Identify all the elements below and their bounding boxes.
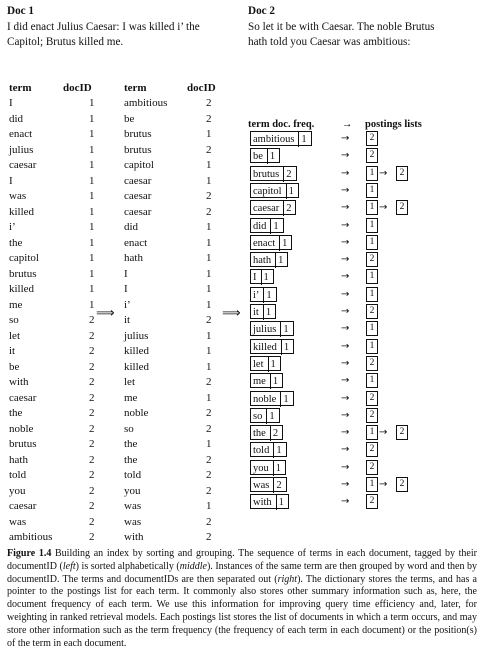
left-term: caesar [9,391,37,404]
mid-term: brutus [124,143,152,156]
mid-docid: 2 [206,97,212,109]
posting-docid: 1 [366,200,378,215]
pointer-arrow: → [341,427,350,439]
posting-docid: 2 [366,391,378,406]
mid-docid: 1 [206,329,212,342]
dict-term: told [253,445,270,457]
pointer-arrow: → [341,496,350,508]
mid-docid: 1 [206,298,212,311]
caption-part1: Building an index by sorting and grouping. The sequence of terms in each document, tagged by their documentID ( [7,548,477,572]
posting-docid: 1 [366,425,378,440]
left-docid: 1 [89,236,95,249]
mid-header-docid: docID [187,82,216,94]
pointer-arrow: → [341,236,350,248]
left-term: killed [9,205,35,218]
left-docid: 1 [89,97,95,109]
posting-docid: 2 [396,477,408,492]
dict-doc-freq: 1 [280,392,290,407]
left-term: it [9,345,16,357]
dict-term: killed [253,341,277,353]
dict-doc-freq: 1 [263,305,273,320]
left-term: the [9,407,23,419]
left-term: I [9,97,13,109]
left-term: with [9,376,29,388]
dict-term: julius [253,324,277,336]
dict-doc-freq: 1 [286,184,296,199]
figure-caption [7,548,477,650]
left-docid: 2 [89,422,95,435]
left-docid: 1 [89,221,95,233]
dict-term-box [250,269,274,284]
mid-docid: 1 [206,345,212,357]
pointer-arrow: → [341,150,350,162]
dict-term: capitol [253,185,282,197]
caption-middle: middle [179,560,207,572]
mid-docid: 1 [206,128,212,140]
dict-term: so [253,410,263,422]
left-term: you [9,484,26,497]
caption-label: Figure 1.4 [7,548,52,559]
dict-doc-freq: 1 [270,219,280,234]
dict-term: noble [253,393,277,405]
left-term: ambitious [9,531,53,543]
dict-term-box [250,477,287,492]
dict-term-box [250,373,283,388]
mid-term: noble [124,407,149,419]
doc1-text: I did enact Julius Caesar: I was killed i’ the Capitol; Brutus killed me. [7,20,200,48]
left-docid: 1 [89,174,95,187]
dict-term-box [250,252,288,267]
left-docid: 1 [89,112,95,125]
mid-term: I [124,283,128,295]
mid-docid: 1 [206,438,212,450]
left-term: the [9,236,23,249]
dict-term-box [250,494,289,509]
mid-term: ambitious [124,97,168,109]
dict-term: I [253,272,257,284]
mid-docid: 2 [206,112,212,125]
left-term: I [9,174,13,187]
mid-docid: 2 [206,143,212,156]
left-term: caesar [9,500,37,512]
dict-term: caesar [253,203,280,215]
mid-docid: 1 [206,283,212,295]
left-docid: 2 [89,515,95,528]
left-docid: 1 [89,298,95,311]
dict-doc-freq: 1 [280,322,290,337]
pointer-arrow: → [341,357,350,369]
dict-term: me [253,376,266,388]
pointer-arrow: → [341,375,350,387]
mid-term: caesar [124,174,152,187]
dict-doc-freq: 1 [281,340,291,355]
mid-docid: 1 [206,174,212,187]
posting-docid: 2 [396,200,408,215]
left-docid: 1 [89,143,95,156]
dict-doc-freq: 1 [263,288,273,303]
left-docid: 1 [89,267,95,280]
mid-docid: 1 [206,360,212,373]
posting-docid: 1 [366,183,378,198]
left-docid: 2 [89,469,95,481]
mid-docid: 2 [206,190,212,202]
mid-term: capitol [124,159,154,171]
left-term: enact [9,128,33,140]
dict-header-term-freq: term doc. freq. [248,119,315,130]
dict-term: it [253,307,259,318]
doc1 [7,4,212,51]
mid-docid: 2 [206,314,212,326]
dict-term: did [253,220,267,232]
dict-term-box [250,442,287,457]
dict-doc-freq: 1 [266,409,276,424]
mid-header-term: term [124,82,147,94]
dict-term: be [253,151,263,163]
mid-term: did [124,221,139,233]
left-term: brutus [9,267,37,280]
mid-term: julius [124,329,149,342]
dict-term-box [250,339,294,354]
dict-doc-freq: 1 [275,253,285,268]
left-docid: 2 [89,453,95,466]
dict-doc-freq: 2 [283,167,293,182]
dict-term: the [253,428,266,440]
posting-docid: 2 [366,252,378,267]
dict-doc-freq: 2 [270,426,280,441]
dict-doc-freq: 2 [273,478,283,493]
posting-docid: 2 [396,425,408,440]
mid-term: it [124,314,131,326]
posting-arrow: → [379,479,388,490]
dict-term-box [250,425,283,440]
dict-header-postings: postings lists [365,119,422,130]
mid-docid: 1 [206,252,212,264]
posting-docid: 2 [396,166,408,181]
left-term: julius [9,143,34,156]
mid-docid: 1 [206,236,212,249]
posting-docid: 2 [366,408,378,423]
caption-right: right [277,573,298,585]
left-docid: 1 [89,283,95,295]
left-docid: 2 [89,531,95,543]
dict-term-box [250,148,280,163]
mid-docid: 1 [206,159,212,171]
dict-doc-freq: 1 [273,461,283,476]
dict-term-box [250,321,294,336]
mid-docid: 1 [206,500,212,512]
left-docid: 1 [89,190,95,202]
left-docid: 2 [89,314,95,326]
pointer-arrow: → [341,167,350,179]
dict-term: was [253,480,270,491]
left-term: capitol [9,252,39,264]
dict-doc-freq: 1 [273,443,283,458]
mid-docid: 2 [206,205,212,218]
mid-term: caesar [124,205,152,218]
dict-term: i’ [253,289,260,301]
posting-arrow: → [379,167,388,179]
posting-docid: 2 [366,304,378,319]
left-docid: 2 [89,376,95,388]
mid-term: the [124,453,138,466]
mid-docid: 2 [206,531,212,543]
left-docid: 2 [89,345,95,357]
pointer-arrow: → [341,219,350,231]
posting-docid: 1 [366,373,378,388]
posting-docid: 1 [366,235,378,250]
caption-left: left [62,560,76,572]
mid-docid: 1 [206,267,212,280]
posting-docid: 2 [366,148,378,163]
left-term: was [9,190,27,202]
caption-part3: ). Instances of the same term are then grouped by word and then by documentID. The terms and documentIDs are then separated out ( [7,560,477,585]
dict-term: hath [253,255,272,267]
pointer-arrow: → [341,444,350,456]
mid-term: hath [124,252,143,264]
dict-doc-freq: 1 [261,270,271,285]
doc2 [248,4,453,51]
doc1-title: Doc 1 [7,5,35,17]
mid-term: be [124,112,135,125]
dict-doc-freq: 1 [268,357,278,372]
left-docid: 1 [89,252,95,264]
mid-docid: 1 [206,221,212,233]
mid-docid: 2 [206,484,212,497]
mid-docid: 2 [206,469,212,481]
left-term: was [9,515,27,528]
dict-term: with [253,497,272,509]
dict-term: let [253,358,264,370]
dict-doc-freq: 1 [298,132,308,147]
left-term: did [9,112,24,125]
posting-docid: 1 [366,269,378,284]
left-term: brutus [9,438,37,450]
dict-term-box [250,304,276,319]
dict-term-box [250,408,280,423]
posting-docid: 1 [366,321,378,336]
dict-header-arrow: → [342,119,353,130]
pointer-arrow: → [341,409,350,421]
left-term-docid-table [9,82,109,552]
left-term: let [9,329,20,342]
mid-term: killed [124,360,150,373]
pointer-arrow: → [341,392,350,404]
sorted-term-docid-table [124,82,224,552]
left-term: noble [9,422,34,435]
left-term: so [9,314,19,326]
pointer-arrow: → [341,254,350,266]
dict-term-box [250,200,296,215]
left-term: hath [9,453,28,466]
mid-term: with [124,531,144,543]
dict-term-box [250,166,297,181]
posting-docid: 1 [366,218,378,233]
left-docid: 2 [89,438,95,450]
left-docid: 2 [89,484,95,497]
mid-term: was [124,515,142,528]
left-term: caesar [9,159,37,171]
mid-term: told [124,469,142,481]
mid-term: enact [124,236,148,249]
group-arrow: ⟹ [222,306,241,321]
mid-docid: 2 [206,407,212,419]
pointer-arrow: → [341,202,350,214]
dict-term-box [250,356,281,371]
dict-term-box [250,391,294,406]
posting-docid: 2 [366,356,378,371]
doc2-title: Doc 2 [248,5,276,17]
dict-term-box [250,287,277,302]
pointer-arrow: → [341,306,350,317]
pointer-arrow: → [341,461,350,473]
dict-term-box [250,218,284,233]
posting-docid: 2 [366,460,378,475]
mid-docid: 1 [206,391,212,404]
posting-docid: 1 [366,477,378,492]
pointer-arrow: → [341,288,350,300]
pointer-arrow: → [341,479,350,490]
left-docid: 2 [89,407,95,419]
left-header-docid: docID [63,82,92,94]
left-docid: 1 [89,205,95,218]
dict-term: brutus [253,168,280,180]
left-docid: 2 [89,391,95,404]
posting-docid: 1 [366,339,378,354]
left-term: me [9,298,23,311]
dict-term: you [253,462,269,474]
dict-term-box [250,235,292,250]
dict-doc-freq: 1 [267,149,277,164]
dict-term-box [250,183,299,198]
pointer-arrow: → [341,340,350,352]
left-docid: 2 [89,500,95,512]
pointer-arrow: → [341,133,350,144]
left-header-term: term [9,82,32,94]
posting-docid: 2 [366,131,378,146]
posting-docid: 1 [366,287,378,302]
left-term: be [9,360,20,373]
dict-doc-freq: 1 [270,374,280,389]
posting-docid: 2 [366,442,378,457]
left-term: killed [9,283,35,295]
mid-term: let [124,376,135,388]
posting-docid: 2 [366,494,378,509]
mid-term: you [124,484,141,497]
left-docid: 1 [89,128,95,140]
dict-doc-freq: 1 [279,236,289,251]
mid-term: i’ [124,298,131,311]
dict-doc-freq: 1 [276,495,286,510]
left-docid: 1 [89,159,95,171]
posting-arrow: → [379,202,388,214]
mid-term: the [124,438,138,450]
mid-term: was [124,500,142,512]
mid-term: so [124,422,134,435]
caption-part4: ). The dictionary stores the terms, and has a pointer to the postings list for each term. It commonly also stores other summary information such as, here, the document frequency of each term. We use this information for improving query time efficiency and, later, for weighting in ranked retrieval models. Each postings list stores the list of documents in which a term occurs, and may store other information such as the term frequency (the frequency of each term in each document) or the position(s) of the term in each document. [7,573,477,649]
dict-term-box [250,460,286,475]
posting-docid: 1 [366,166,378,181]
posting-arrow: → [379,427,388,439]
mid-docid: 2 [206,515,212,528]
mid-docid: 2 [206,453,212,466]
dictionary-postings [248,119,478,509]
caption-part2: ) is sorted alphabetically ( [75,560,180,572]
dict-term: ambitious [253,134,295,145]
mid-docid: 2 [206,422,212,435]
mid-term: killed [124,345,150,357]
mid-term: brutus [124,128,152,140]
mid-docid: 2 [206,376,212,388]
doc2-text: So let it be with Caesar. The noble Brutus hath told you Caesar was ambitious: [248,20,435,48]
left-term: i’ [9,221,16,233]
mid-term: me [124,391,138,404]
sort-arrow: ⟹ [96,306,115,321]
left-docid: 2 [89,360,95,373]
pointer-arrow: → [341,184,350,196]
dict-term: enact [253,237,276,249]
pointer-arrow: → [341,323,350,335]
pointer-arrow: → [341,271,350,283]
left-term: told [9,469,27,481]
mid-term: caesar [124,190,152,202]
dict-term-box [250,131,312,146]
mid-term: I [124,267,128,280]
left-docid: 2 [89,329,95,342]
dict-doc-freq: 2 [283,201,293,216]
